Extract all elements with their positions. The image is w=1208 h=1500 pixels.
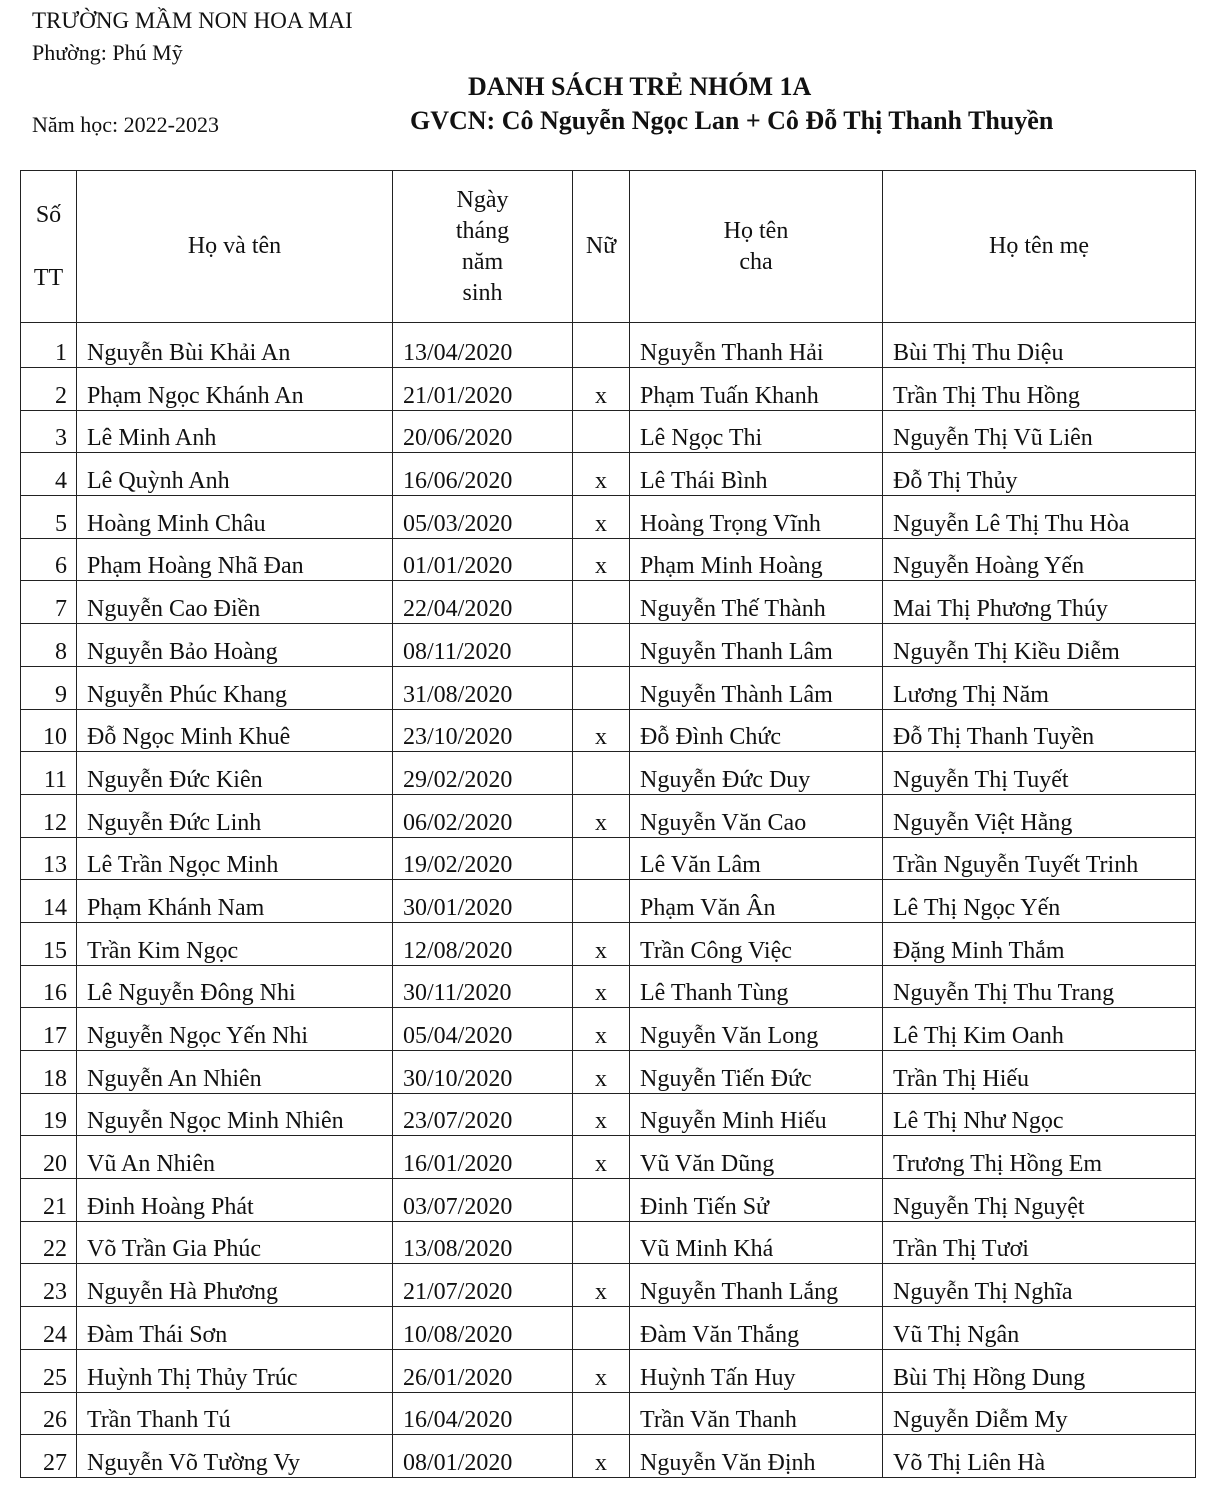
mother-name: Võ Thị Liên Hà [883,1435,1196,1478]
female-mark: x [573,496,630,539]
table-header-row [21,171,1196,323]
child-name: Nguyễn Đức Linh [77,794,393,837]
dob-header-line1: Ngày [456,186,509,213]
father-name: Nguyễn Văn Long [630,1008,883,1051]
father-name: Phạm Văn Ân [630,880,883,923]
table-row [21,1435,1196,1478]
female-mark: x [573,538,630,581]
child-name: Phạm Ngọc Khánh An [77,368,393,411]
mother-name: Trương Thị Hồng Em [883,1136,1196,1179]
row-number: 20 [21,1136,77,1179]
row-number: 24 [21,1307,77,1350]
date-of-birth: 06/02/2020 [393,794,573,837]
female-mark: x [573,1435,630,1478]
date-of-birth: 26/01/2020 [393,1349,573,1392]
school-year: Năm học: 2022-2023 [32,112,219,137]
table-row [21,752,1196,795]
child-name: Võ Trần Gia Phúc [77,1221,393,1264]
row-number: 7 [21,581,77,624]
date-of-birth: 30/11/2020 [393,965,573,1008]
female-mark [573,666,630,709]
row-number: 2 [21,368,77,411]
mother-name: Nguyễn Thị Nghĩa [883,1264,1196,1307]
child-name: Nguyễn Đức Kiên [77,752,393,795]
table-row [21,323,1196,368]
mother-name: Nguyễn Việt Hằng [883,794,1196,837]
child-name: Nguyễn Bùi Khải An [77,323,393,368]
mother-name: Nguyễn Thị Vũ Liên [883,410,1196,453]
female-mark [573,880,630,923]
table-row [21,1008,1196,1051]
row-number: 14 [21,880,77,923]
row-number: 11 [21,752,77,795]
female-mark [573,837,630,880]
row-number: 1 [21,323,77,368]
table-row [21,368,1196,411]
father-name: Đỗ Đình Chức [630,709,883,752]
row-number: 10 [21,709,77,752]
female-mark: x [573,794,630,837]
date-of-birth: 21/07/2020 [393,1264,573,1307]
child-name: Đỗ Ngọc Minh Khuê [77,709,393,752]
date-of-birth: 20/06/2020 [393,410,573,453]
mother-name: Vũ Thị Ngân [883,1307,1196,1350]
mother-name: Lê Thị Ngọc Yến [883,880,1196,923]
date-of-birth: 05/03/2020 [393,496,573,539]
mother-name: Lê Thị Kim Oanh [883,1008,1196,1051]
table-row [21,624,1196,667]
mother-name: Nguyễn Thị Tuyết [883,752,1196,795]
father-name: Nguyễn Tiến Đức [630,1051,883,1094]
child-name: Lê Minh Anh [77,410,393,453]
row-number: 27 [21,1435,77,1478]
date-of-birth: 29/02/2020 [393,752,573,795]
father-header-line2: cha [739,248,773,275]
column-header-name: Họ và tên [77,171,393,323]
child-name: Vũ An Nhiên [77,1136,393,1179]
mother-name: Đặng Minh Thắm [883,922,1196,965]
mother-name: Đỗ Thị Thanh Tuyền [883,709,1196,752]
mother-name: Nguyễn Thị Kiều Diễm [883,624,1196,667]
table-row [21,1221,1196,1264]
child-name: Nguyễn Võ Tường Vy [77,1435,393,1478]
female-mark: x [573,1136,630,1179]
child-name: Nguyễn Bảo Hoàng [77,624,393,667]
date-of-birth: 08/11/2020 [393,624,573,667]
father-name: Nguyễn Đức Duy [630,752,883,795]
father-name: Phạm Tuấn Khanh [630,368,883,411]
father-name: Hoàng Trọng Vĩnh [630,496,883,539]
table-row [21,1349,1196,1392]
table-row [21,1392,1196,1435]
column-header-female: Nữ [573,171,630,323]
table-row [21,1264,1196,1307]
mother-name: Nguyễn Hoàng Yến [883,538,1196,581]
child-name: Huỳnh Thị Thủy Trúc [77,1349,393,1392]
date-of-birth: 31/08/2020 [393,666,573,709]
date-of-birth: 05/04/2020 [393,1008,573,1051]
female-mark: x [573,965,630,1008]
child-name: Trần Kim Ngọc [77,922,393,965]
date-of-birth: 13/04/2020 [393,323,573,368]
female-mark: x [573,1051,630,1094]
female-mark: x [573,368,630,411]
child-name: Nguyễn Phúc Khang [77,666,393,709]
stt-header-line1: Số [35,201,62,228]
female-mark: x [573,1008,630,1051]
date-of-birth: 08/01/2020 [393,1435,573,1478]
row-number: 15 [21,922,77,965]
child-name: Hoàng Minh Châu [77,496,393,539]
father-name: Nguyễn Thế Thành [630,581,883,624]
mother-name: Nguyễn Thị Nguyệt [883,1179,1196,1222]
date-of-birth: 19/02/2020 [393,837,573,880]
father-name: Lê Thanh Tùng [630,965,883,1008]
child-name: Lê Nguyễn Đông Nhi [77,965,393,1008]
female-mark: x [573,453,630,496]
child-name: Đàm Thái Sơn [77,1307,393,1350]
date-of-birth: 30/01/2020 [393,880,573,923]
student-list-table [20,170,1196,1478]
father-name: Nguyễn Văn Cao [630,794,883,837]
child-name: Phạm Khánh Nam [77,880,393,923]
mother-name: Trần Thị Tươi [883,1221,1196,1264]
father-name: Nguyễn Văn Định [630,1435,883,1478]
dob-header-line3: năm [461,248,504,275]
child-name: Nguyễn Hà Phương [77,1264,393,1307]
father-name: Nguyễn Thanh Lâm [630,624,883,667]
father-name: Nguyễn Thành Lâm [630,666,883,709]
father-name: Nguyễn Minh Hiếu [630,1093,883,1136]
mother-name: Nguyễn Lê Thị Thu Hòa [883,496,1196,539]
child-name: Đinh Hoàng Phát [77,1179,393,1222]
female-mark [573,624,630,667]
mother-name: Lương Thị Năm [883,666,1196,709]
mother-name: Lê Thị Như Ngọc [883,1093,1196,1136]
father-name: Trần Văn Thanh [630,1392,883,1435]
female-mark [573,410,630,453]
date-of-birth: 21/01/2020 [393,368,573,411]
father-name: Vũ Minh Khá [630,1221,883,1264]
father-name: Vũ Văn Dũng [630,1136,883,1179]
father-name: Nguyễn Thanh Hải [630,323,883,368]
date-of-birth: 16/01/2020 [393,1136,573,1179]
dob-header-line2: tháng [455,217,510,244]
mother-name: Trần Thị Hiếu [883,1051,1196,1094]
female-mark [573,323,630,368]
child-name: Trần Thanh Tú [77,1392,393,1435]
row-number: 17 [21,1008,77,1051]
stt-header-line2: TT [33,264,64,291]
female-mark [573,1392,630,1435]
female-mark: x [573,922,630,965]
female-mark: x [573,1349,630,1392]
date-of-birth: 30/10/2020 [393,1051,573,1094]
date-of-birth: 10/08/2020 [393,1307,573,1350]
child-name: Nguyễn An Nhiên [77,1051,393,1094]
child-name: Nguyễn Ngọc Minh Nhiên [77,1093,393,1136]
row-number: 18 [21,1051,77,1094]
date-of-birth: 16/04/2020 [393,1392,573,1435]
mother-name: Bùi Thị Thu Diệu [883,323,1196,368]
date-of-birth: 16/06/2020 [393,453,573,496]
row-number: 5 [21,496,77,539]
female-mark [573,752,630,795]
father-header-line1: Họ tên [723,217,789,244]
school-name: TRƯỜNG MẦM NON HOA MAI [32,8,353,33]
row-number: 13 [21,837,77,880]
date-of-birth: 23/07/2020 [393,1093,573,1136]
table-row [21,922,1196,965]
table-row [21,794,1196,837]
father-name: Huỳnh Tấn Huy [630,1349,883,1392]
table-row [21,1093,1196,1136]
row-number: 16 [21,965,77,1008]
row-number: 21 [21,1179,77,1222]
table-row [21,538,1196,581]
father-name: Đinh Tiến Sử [630,1179,883,1222]
row-number: 4 [21,453,77,496]
row-number: 12 [21,794,77,837]
female-mark [573,1179,630,1222]
row-number: 19 [21,1093,77,1136]
female-mark [573,581,630,624]
date-of-birth: 12/08/2020 [393,922,573,965]
ward-name: Phường: Phú Mỹ [32,40,183,65]
mother-name: Nguyễn Thị Thu Trang [883,965,1196,1008]
table-row [21,1136,1196,1179]
child-name: Nguyễn Cao Điền [77,581,393,624]
table-row [21,965,1196,1008]
mother-name: Bùi Thị Hồng Dung [883,1349,1196,1392]
date-of-birth: 03/07/2020 [393,1179,573,1222]
table-row [21,837,1196,880]
document-title: DANH SÁCH TRẺ NHÓM 1A [468,72,812,101]
mother-name: Trần Nguyễn Tuyết Trinh [883,837,1196,880]
table-row [21,410,1196,453]
row-number: 8 [21,624,77,667]
father-name: Lê Ngọc Thi [630,410,883,453]
child-name: Lê Trần Ngọc Minh [77,837,393,880]
date-of-birth: 23/10/2020 [393,709,573,752]
row-number: 9 [21,666,77,709]
father-name: Trần Công Việc [630,922,883,965]
table-row [21,496,1196,539]
mother-name: Đỗ Thị Thủy [883,453,1196,496]
child-name: Nguyễn Ngọc Yến Nhi [77,1008,393,1051]
female-mark [573,1221,630,1264]
table-row [21,1051,1196,1094]
female-mark: x [573,1264,630,1307]
date-of-birth: 13/08/2020 [393,1221,573,1264]
row-number: 23 [21,1264,77,1307]
father-name: Lê Thái Bình [630,453,883,496]
table-row [21,880,1196,923]
row-number: 25 [21,1349,77,1392]
female-mark [573,1307,630,1350]
row-number: 22 [21,1221,77,1264]
row-number: 26 [21,1392,77,1435]
column-header-father [630,171,883,323]
date-of-birth: 22/04/2020 [393,581,573,624]
table-row [21,1179,1196,1222]
father-name: Lê Văn Lâm [630,837,883,880]
column-header-stt [21,171,77,323]
row-number: 3 [21,410,77,453]
father-name: Phạm Minh Hoàng [630,538,883,581]
column-header-dob [393,171,573,323]
row-number: 6 [21,538,77,581]
table-row [21,709,1196,752]
father-name: Nguyễn Thanh Lắng [630,1264,883,1307]
mother-name: Trần Thị Thu Hồng [883,368,1196,411]
column-header-mother: Họ tên mẹ [883,171,1196,323]
female-mark: x [573,709,630,752]
father-name: Đàm Văn Thắng [630,1307,883,1350]
mother-name: Nguyễn Diễm My [883,1392,1196,1435]
child-name: Phạm Hoàng Nhã Đan [77,538,393,581]
date-of-birth: 01/01/2020 [393,538,573,581]
table-row [21,453,1196,496]
table-row [21,1307,1196,1350]
table-row [21,581,1196,624]
table-row [21,666,1196,709]
female-mark: x [573,1093,630,1136]
dob-header-line4: sinh [462,279,503,306]
child-name: Lê Quỳnh Anh [77,453,393,496]
mother-name: Mai Thị Phương Thúy [883,581,1196,624]
homeroom-teachers: GVCN: Cô Nguyễn Ngọc Lan + Cô Đỗ Thị Thanh Thuyền [410,106,1054,135]
